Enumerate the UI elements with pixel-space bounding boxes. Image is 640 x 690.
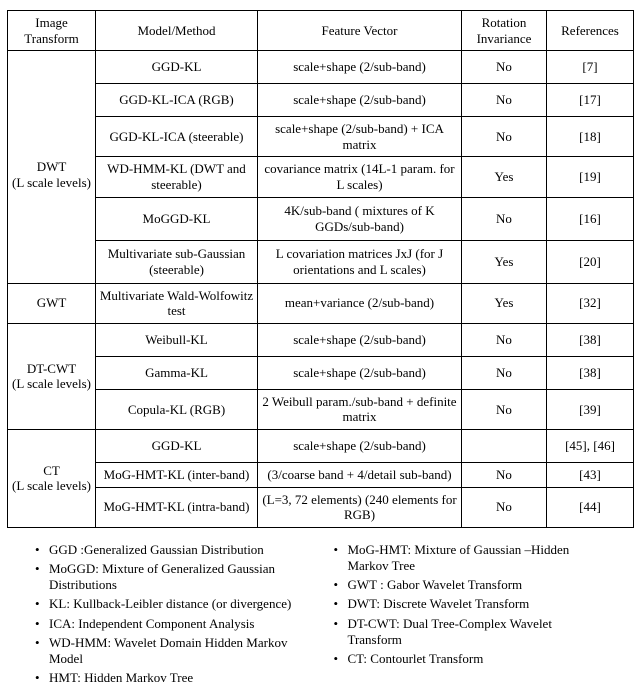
header-references: References [547,11,634,51]
cell-feature: mean+variance (2/sub-band) [258,283,462,323]
cell-refs: [38] [547,323,634,356]
cell-feature: (L=3, 72 elements) (240 elements for RGB) [258,487,462,527]
transform-sub: (L scale levels) [12,174,91,190]
legend-item: • MoGGD: Mixture of Generalized Gaussian Distributions [33,561,309,594]
table-row [8,197,634,240]
transform-sub: (L scale levels) [12,478,91,494]
legend-item: • GGD :Generalized Gaussian Distribution [33,542,309,558]
cell-method: WD-HMM-KL (DWT and steerable) [96,157,258,197]
cell-feature: scale+shape (2/sub-band) [258,356,462,389]
header-image-transform: Image Transform [8,11,96,51]
cell-rotation: No [462,389,547,429]
transform-name: DT-CWT [26,360,77,376]
legend-item: • DWT: Discrete Wavelet Transform [331,596,607,612]
cell-rotation: Yes [462,283,547,323]
cell-refs: [16] [547,197,634,240]
legend-item: • CT: Contourlet Transform [331,651,607,667]
legend-item: • ICA: Independent Component Analysis [33,616,309,632]
cell-method: Gamma-KL [96,356,258,389]
table-row [8,157,634,197]
cell-refs: [17] [547,84,634,117]
legend-item: • HMT: Hidden Markov Tree [33,670,309,686]
cell-method: GGD-KL-ICA (RGB) [96,84,258,117]
cell-method: GGD-KL-ICA (steerable) [96,117,258,157]
cell-method: GGD-KL [96,429,258,462]
legend-left-column [33,542,309,690]
legend-right-column [331,542,607,690]
cell-feature: 2 Weibull param./sub-band + definite matrix [258,389,462,429]
table-row [8,84,634,117]
cell-refs: [7] [547,51,634,84]
cell-method: GGD-KL [96,51,258,84]
table-row [8,283,634,323]
table-row [8,51,634,84]
cell-rotation [462,429,547,462]
cell-method: Multivariate sub-Gaussian (steerable) [96,240,258,283]
cell-transform-ct [8,429,96,527]
cell-refs: [32] [547,283,634,323]
cell-rotation: No [462,84,547,117]
cell-refs: [19] [547,157,634,197]
cell-feature: scale+shape (2/sub-band) [258,51,462,84]
cell-rotation: No [462,487,547,527]
cell-method: MoG-HMT-KL (inter-band) [96,462,258,487]
cell-refs: [43] [547,462,634,487]
header-model-method: Model/Method [96,11,258,51]
table-row [8,323,634,356]
cell-transform-gwt [8,283,96,323]
cell-feature: covariance matrix (14L-1 param. for L scales) [258,157,462,197]
transform-sub: (L scale levels) [12,376,91,392]
cell-refs: [38] [547,356,634,389]
cell-rotation: Yes [462,157,547,197]
cell-transform-dwt [8,51,96,283]
cell-refs: [18] [547,117,634,157]
cell-method: Weibull-KL [96,323,258,356]
table-row [8,356,634,389]
transform-name: DWT [36,159,67,175]
legend-item: • WD-HMM: Wavelet Domain Hidden Markov Model [33,635,309,668]
cell-refs: [39] [547,389,634,429]
transform-name: GWT [36,295,67,311]
cell-rotation: No [462,356,547,389]
cell-feature: scale+shape (2/sub-band) [258,323,462,356]
cell-method: MoGGD-KL [96,197,258,240]
cell-rotation: No [462,117,547,157]
cell-feature: scale+shape (2/sub-band) + ICA matrix [258,117,462,157]
cell-method: MoG-HMT-KL (intra-band) [96,487,258,527]
cell-rotation: No [462,197,547,240]
cell-transform-dtcwt [8,323,96,429]
cell-rotation: No [462,51,547,84]
cell-method: Copula-KL (RGB) [96,389,258,429]
legend-item: • DT-CWT: Dual Tree-Complex Wavelet Transform [331,616,607,649]
cell-refs: [45], [46] [547,429,634,462]
cell-feature: 4K/sub-band ( mixtures of K GGDs/sub-band) [258,197,462,240]
table-row [8,389,634,429]
cell-feature: scale+shape (2/sub-band) [258,429,462,462]
cell-refs: [20] [547,240,634,283]
table-header-row [8,11,634,51]
legend-item: • MoG-HMT: Mixture of Gaussian –Hidden Markov Tree [331,542,607,575]
legend-item: • KL: Kullback-Leibler distance (or divergence) [33,596,309,612]
abbreviation-legend [7,542,633,690]
table-row [8,462,634,487]
cell-method: Multivariate Wald-Wolfowitz test [96,283,258,323]
legend-item: • GWT : Gabor Wavelet Transform [331,577,607,593]
table-row [8,487,634,527]
cell-feature: scale+shape (2/sub-band) [258,84,462,117]
table-row [8,117,634,157]
cell-feature: L covariation matrices JxJ (for J orientations and L scales) [258,240,462,283]
transform-name: CT [43,462,60,478]
cell-rotation: No [462,462,547,487]
header-feature-vector: Feature Vector [258,11,462,51]
header-rotation-invariance: Rotation Invariance [462,11,547,51]
table-row [8,429,634,462]
cell-refs: [44] [547,487,634,527]
cell-rotation: No [462,323,547,356]
cell-feature: (3/coarse band + 4/detail sub-band) [258,462,462,487]
cell-rotation: Yes [462,240,547,283]
table-row [8,240,634,283]
methods-table [7,10,634,528]
